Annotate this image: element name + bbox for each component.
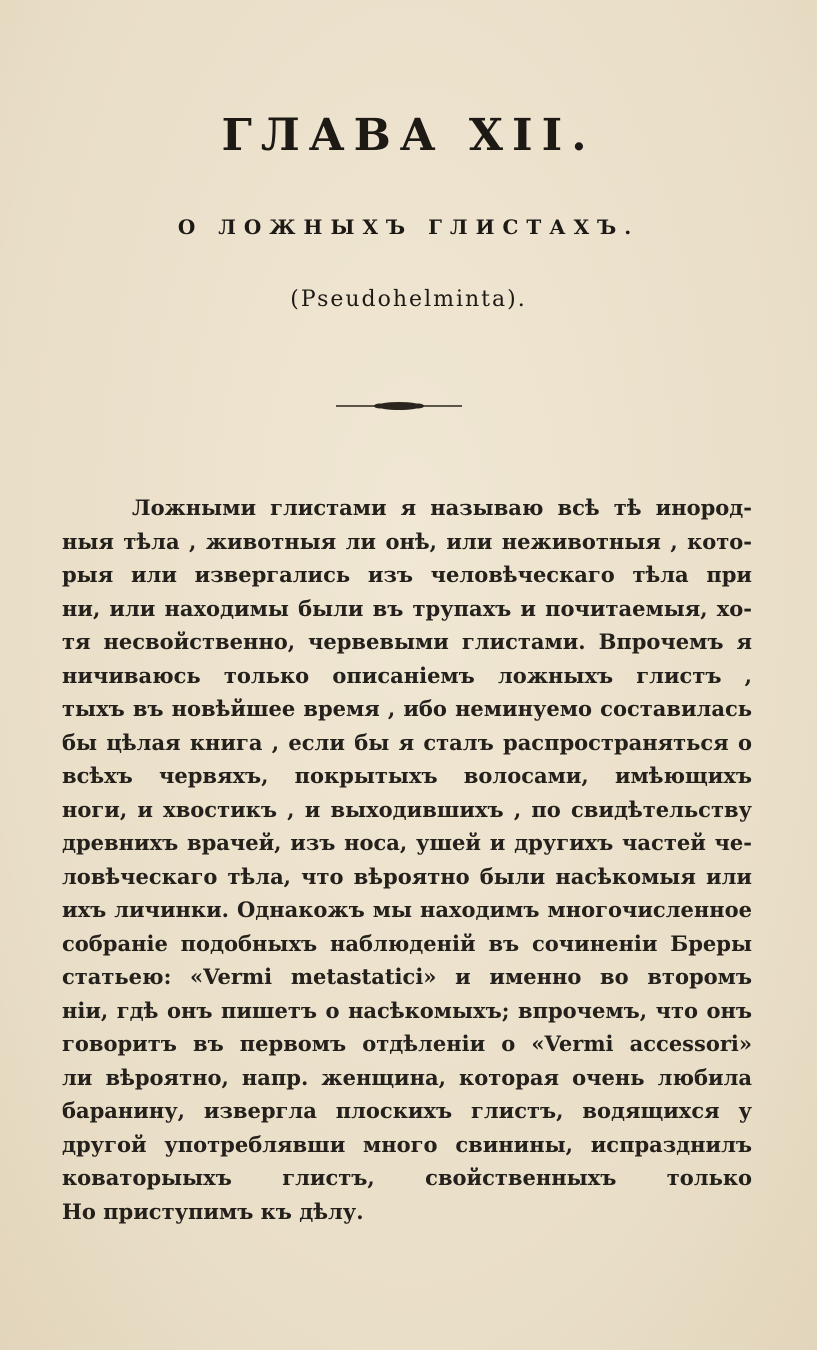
text-line: коваторыыхъ глистъ, свойственныхъ только (62, 1165, 752, 1190)
chapter-title: ГЛАВА XII. (221, 110, 596, 161)
text-line: собраніе подобныхъ наблюденій въ сочиненіи Бреры (62, 930, 752, 956)
text-line: баранину, извергла плоскихъ глистъ, водящихся у (62, 1098, 752, 1123)
text-line: древнихъ врачей, изъ носа, ушей и другихъ частей че- (62, 830, 752, 855)
text-line: ли вѣроятно, напр. женщина, которая очень любила (62, 1064, 752, 1090)
text-line: тя несвойственно, червевыми глистами. Впрочемъ я (62, 629, 752, 654)
text-line: ни, или находимы были въ трупахъ и почитаемыя, хо- (62, 595, 752, 621)
latin-term: (Pseudohelminta). (290, 287, 527, 312)
text-line: ноги, и хвостикъ , и выходившихъ , по свидѣтельству (62, 796, 752, 822)
text-line: рыя или извергались изъ человѣческаго тѣла при (62, 562, 752, 587)
text-line: ныя тѣла , животныя ли онѣ, или неживотныя , кото- (62, 528, 752, 554)
text-line: статьею: «Vermi metastatici» и именно во второмъ (62, 964, 752, 989)
text-line-last: Но приступимъ къ дѣлу. (62, 1198, 364, 1224)
body-paragraph (62, 491, 752, 1228)
text-line: тыхъ въ новѣйшее время , ибо неминуемо составилась (62, 696, 752, 721)
text-line: говоритъ въ первомъ отдѣленіи о «Vermi accessori» (62, 1031, 752, 1056)
text-line: ничиваюсь только описаніемъ ложныхъ глистъ , (62, 662, 752, 688)
text-line: ихъ личинки. Однакожъ мы находимъ многочисленное (62, 897, 752, 922)
text-line: Ложными глистами я называю всѣ тѣ инород- (132, 495, 752, 520)
ornamental-divider (336, 398, 462, 414)
chapter-subtitle: О ЛОЖНЫХЪ ГЛИСТАХЪ. (177, 215, 640, 239)
text-line: ніи, гдѣ онъ пишетъ о насѣкомыхъ; впрочемъ, что онъ (62, 997, 752, 1023)
text-line: другой употреблявши много свинины, испразднилъ (62, 1131, 752, 1157)
text-line: ловѣческаго тѣла, что вѣроятно были насѣкомыя или (62, 863, 752, 889)
text-line: бы цѣлая книга , если бы я сталъ распространяться о (62, 729, 752, 755)
text-line: всѣхъ червяхъ, покрытыхъ волосами, имѣющихъ (62, 763, 752, 788)
